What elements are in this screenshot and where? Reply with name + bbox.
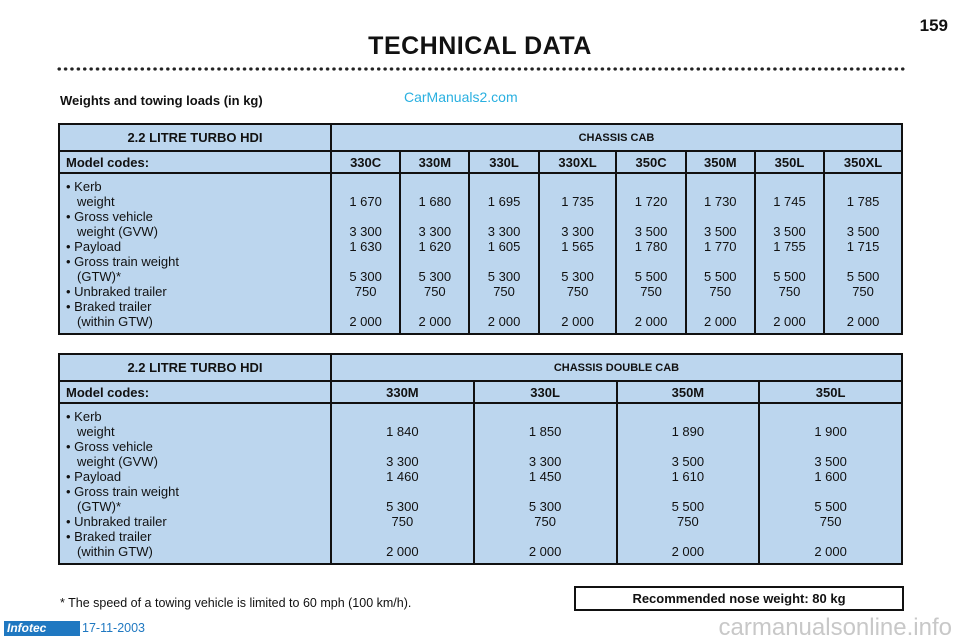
dotted-divider (56, 66, 906, 72)
spacer (762, 254, 817, 269)
model-code: 330XL (539, 151, 617, 173)
spacer (338, 409, 467, 424)
payload-value: 1 605 (487, 239, 521, 254)
gvw-value: 3 500 (671, 454, 705, 469)
braked-label-2: (within GTW) (77, 544, 153, 559)
kerb-label-2: weight (77, 194, 115, 209)
gvw-value: 3 300 (487, 224, 521, 239)
gtw-value: 5 500 (773, 269, 806, 284)
gvw-value: 3 300 (349, 224, 382, 239)
model-column (824, 173, 902, 334)
payload-value: 1 600 (814, 469, 847, 484)
page-title: TECHNICAL DATA (368, 32, 592, 60)
payload-value: 1 780 (634, 239, 668, 254)
model-code: 330C (331, 151, 400, 173)
kerb-value: 1 720 (634, 194, 668, 209)
model-code: 350M (617, 381, 760, 403)
spacer (338, 529, 467, 544)
gtw-label-2: (GTW)* (77, 499, 122, 514)
engine-header: 2.2 LITRE TURBO HDI (59, 124, 331, 151)
spacer (481, 409, 610, 424)
chassis-double-cab-table (58, 353, 903, 565)
kerb-value: 1 735 (561, 194, 594, 209)
unbraked-value: 750 (709, 284, 732, 299)
model-column (469, 173, 538, 334)
model-column (616, 173, 685, 334)
kerb-value: 1 730 (704, 194, 737, 209)
payload-value: 1 770 (704, 239, 737, 254)
kerb-value: 1 890 (671, 424, 705, 439)
spacer (831, 179, 895, 194)
gtw-label: • Gross train weight (66, 484, 179, 499)
gtw-value: 5 300 (386, 499, 419, 514)
model-column (539, 173, 617, 334)
unbraked-value: 750 (423, 284, 446, 299)
model-code: 350L (759, 381, 902, 403)
gtw-label: • Gross train weight (66, 254, 179, 269)
model-codes-label: Model codes: (59, 381, 331, 403)
spacer (338, 484, 467, 499)
kerb-value: 1 840 (386, 424, 419, 439)
model-code: 350L (755, 151, 824, 173)
unbraked-value: 750 (493, 284, 515, 299)
model-code: 350XL (824, 151, 902, 173)
section-heading: Weights and towing loads (in kg) (60, 93, 263, 108)
gvw-value: 3 500 (704, 224, 737, 239)
spacer (624, 409, 753, 424)
page-number: 159 (919, 16, 948, 35)
kerb-value: 1 745 (773, 194, 806, 209)
braked-label: • Braked trailer (66, 299, 152, 314)
braked-value: 2 000 (418, 314, 452, 329)
payload-value: 1 630 (349, 239, 382, 254)
spacer (623, 179, 678, 194)
spacer (623, 209, 678, 224)
spacer (762, 299, 817, 314)
spacer (766, 484, 895, 499)
gtw-value: 5 300 (349, 269, 382, 284)
gvw-label: • Gross vehicle (66, 439, 153, 454)
unbraked-label: • Unbraked trailer (66, 514, 167, 529)
spacer (476, 209, 531, 224)
payload-value: 1 610 (671, 469, 705, 484)
spacer (407, 209, 462, 224)
braked-value: 2 000 (634, 314, 668, 329)
gvw-label-2: weight (GVW) (77, 454, 158, 469)
kerb-value: 1 900 (814, 424, 847, 439)
row-labels (59, 403, 331, 564)
model-code: 330M (331, 381, 474, 403)
braked-value: 2 000 (846, 314, 880, 329)
unbraked-value: 750 (677, 514, 699, 529)
infotec-logo: Infotec (4, 621, 80, 636)
braked-value: 2 000 (487, 314, 521, 329)
spacer (762, 209, 817, 224)
kerb-value: 1 695 (487, 194, 521, 209)
gtw-value: 5 300 (561, 269, 594, 284)
model-column (759, 403, 902, 564)
spacer (762, 179, 817, 194)
body-type-header: CHASSIS CAB (331, 124, 902, 151)
gvw-label-2: weight (GVW) (77, 224, 158, 239)
body-type-header: CHASSIS DOUBLE CAB (331, 354, 902, 381)
spacer (693, 299, 748, 314)
unbraked-value: 750 (852, 284, 874, 299)
spacer (546, 299, 610, 314)
model-codes-label: Model codes: (59, 151, 331, 173)
spacer (831, 254, 895, 269)
spacer (693, 179, 748, 194)
model-column (617, 403, 760, 564)
payload-value: 1 460 (386, 469, 419, 484)
spacer (766, 409, 895, 424)
model-code: 330L (474, 381, 617, 403)
unbraked-value: 750 (534, 514, 556, 529)
watermark-bottom: carmanualsonline.info (718, 614, 952, 641)
gtw-value: 5 300 (487, 269, 521, 284)
spacer (693, 209, 748, 224)
model-column (686, 173, 755, 334)
spacer (338, 439, 467, 454)
model-code: 350M (686, 151, 755, 173)
kerb-value: 1 670 (349, 194, 382, 209)
gtw-value: 5 300 (418, 269, 452, 284)
spacer (624, 529, 753, 544)
chassis-cab-table (58, 123, 903, 335)
unbraked-value: 750 (391, 514, 414, 529)
gtw-value: 5 500 (671, 499, 705, 514)
spacer (693, 254, 748, 269)
gvw-value: 3 300 (418, 224, 452, 239)
spacer (476, 254, 531, 269)
model-column (331, 173, 400, 334)
unbraked-label: • Unbraked trailer (66, 284, 167, 299)
spacer (546, 209, 610, 224)
kerb-label: • Kerb (66, 179, 102, 194)
kerb-label-2: weight (77, 424, 115, 439)
row-labels (59, 173, 331, 334)
spacer (624, 439, 753, 454)
braked-value: 2 000 (349, 314, 382, 329)
gtw-value: 5 500 (814, 499, 847, 514)
spacer (476, 299, 531, 314)
payload-value: 1 620 (418, 239, 452, 254)
model-code: 330L (469, 151, 538, 173)
payload-value: 1 565 (561, 239, 594, 254)
gtw-value: 5 300 (528, 499, 562, 514)
kerb-value: 1 785 (846, 194, 880, 209)
kerb-value: 1 850 (528, 424, 562, 439)
gtw-value: 5 500 (634, 269, 668, 284)
unbraked-value: 750 (566, 284, 589, 299)
spacer (546, 179, 610, 194)
gvw-value: 3 500 (846, 224, 880, 239)
spacer (338, 299, 393, 314)
spacer (338, 254, 393, 269)
braked-value: 2 000 (386, 544, 419, 559)
braked-value: 2 000 (671, 544, 705, 559)
spacer (338, 179, 393, 194)
footnote: * The speed of a towing vehicle is limited to 60 mph (100 km/h). (60, 596, 412, 610)
spacer (766, 529, 895, 544)
model-code: 330M (400, 151, 469, 173)
spacer (338, 209, 393, 224)
spacer (481, 439, 610, 454)
payload-value: 1 450 (528, 469, 562, 484)
braked-value: 2 000 (561, 314, 594, 329)
model-column (331, 403, 474, 564)
gvw-value: 3 300 (386, 454, 419, 469)
watermark-top: CarManuals2.com (404, 89, 518, 105)
payload-label: • Payload (66, 469, 122, 484)
unbraked-value: 750 (354, 284, 377, 299)
payload-value: 1 715 (846, 239, 880, 254)
payload-label: • Payload (66, 239, 122, 254)
spacer (407, 254, 462, 269)
print-date: 17-11-2003 (82, 621, 146, 635)
spacer (481, 484, 610, 499)
gvw-value: 3 300 (561, 224, 594, 239)
gvw-label: • Gross vehicle (66, 209, 153, 224)
braked-label-2: (within GTW) (77, 314, 153, 329)
gvw-value: 3 500 (634, 224, 668, 239)
spacer (407, 299, 462, 314)
gvw-value: 3 300 (528, 454, 562, 469)
braked-value: 2 000 (704, 314, 737, 329)
spacer (831, 299, 895, 314)
spacer (623, 299, 678, 314)
spacer (766, 439, 895, 454)
braked-value: 2 000 (814, 544, 847, 559)
model-column (755, 173, 824, 334)
kerb-label: • Kerb (66, 409, 102, 424)
payload-value: 1 755 (773, 239, 806, 254)
spacer (476, 179, 531, 194)
braked-value: 2 000 (528, 544, 562, 559)
braked-value: 2 000 (773, 314, 806, 329)
gvw-value: 3 500 (814, 454, 847, 469)
model-column (400, 173, 469, 334)
gtw-value: 5 500 (704, 269, 737, 284)
unbraked-value: 750 (778, 284, 801, 299)
braked-label: • Braked trailer (66, 529, 152, 544)
spacer (546, 254, 610, 269)
gtw-value: 5 500 (846, 269, 880, 284)
kerb-value: 1 680 (418, 194, 452, 209)
unbraked-value: 750 (640, 284, 662, 299)
spacer (831, 209, 895, 224)
gvw-value: 3 500 (773, 224, 806, 239)
nose-weight-box: Recommended nose weight: 80 kg (574, 586, 904, 611)
engine-header: 2.2 LITRE TURBO HDI (59, 354, 331, 381)
model-code: 350C (616, 151, 685, 173)
spacer (481, 529, 610, 544)
model-column (474, 403, 617, 564)
gtw-label-2: (GTW)* (77, 269, 122, 284)
spacer (624, 484, 753, 499)
unbraked-value: 750 (819, 514, 842, 529)
spacer (623, 254, 678, 269)
spacer (407, 179, 462, 194)
